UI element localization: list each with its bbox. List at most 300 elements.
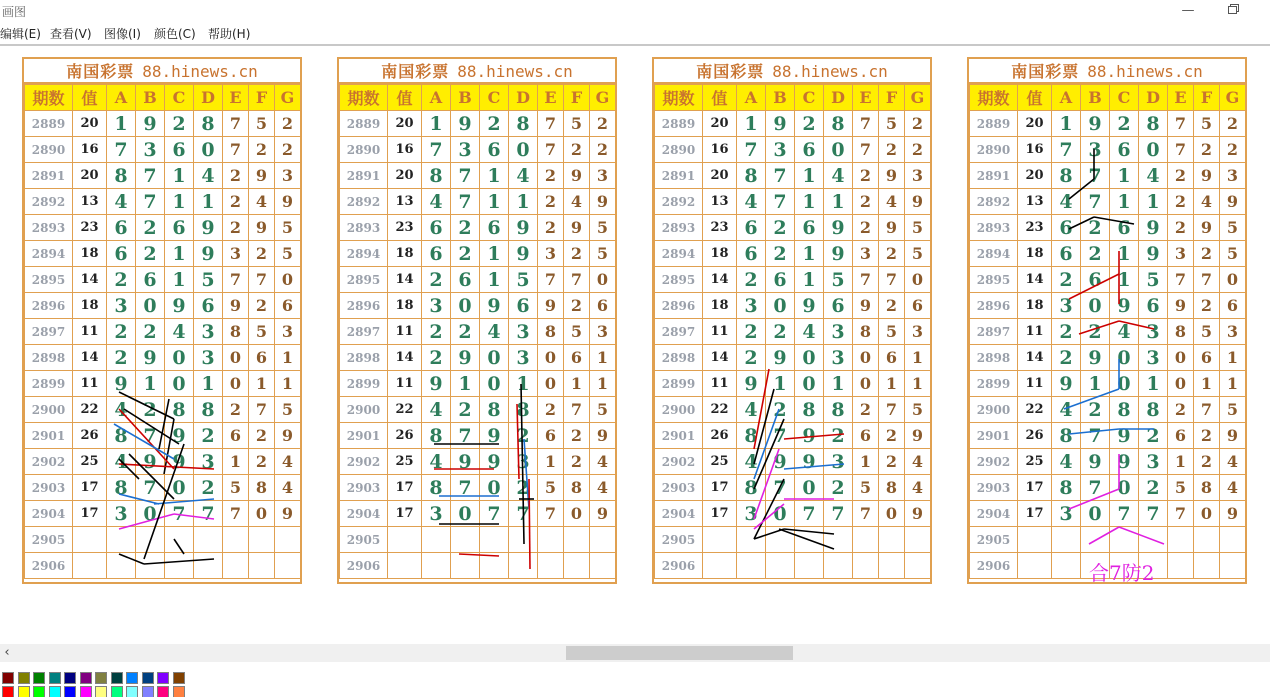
- value-cell: 20: [703, 163, 737, 189]
- digit-cell: 5: [564, 319, 590, 345]
- digit-cell: 0: [223, 371, 249, 397]
- digit-cell: 7: [564, 267, 590, 293]
- table-row: [340, 111, 616, 137]
- table-row: [655, 553, 931, 579]
- digit-cell: 2: [853, 397, 879, 423]
- digit-cell: 5: [590, 215, 616, 241]
- digit-cell: [107, 527, 136, 553]
- digit-cell: 4: [422, 189, 451, 215]
- color-swatch[interactable]: [173, 686, 185, 697]
- digit-cell: 0: [136, 501, 165, 527]
- period-cell: 2895: [25, 267, 73, 293]
- column-header: C: [480, 85, 509, 111]
- value-cell: 17: [388, 475, 422, 501]
- digit-cell: 5: [905, 397, 931, 423]
- digit-cell: 4: [1052, 397, 1081, 423]
- period-cell: 2903: [340, 475, 388, 501]
- digit-cell: [538, 527, 564, 553]
- digit-cell: 0: [766, 501, 795, 527]
- period-cell: 2898: [970, 345, 1018, 371]
- digit-cell: 9: [1139, 241, 1168, 267]
- digit-cell: 7: [107, 137, 136, 163]
- digit-cell: 3: [509, 449, 538, 475]
- digit-cell: 8: [1139, 397, 1168, 423]
- sheet-site: 88.hinews.cn: [142, 62, 258, 81]
- digit-cell: 1: [480, 163, 509, 189]
- digit-cell: 2: [879, 241, 905, 267]
- color-swatch[interactable]: [95, 686, 107, 697]
- period-cell: 2893: [25, 215, 73, 241]
- color-swatch[interactable]: [142, 672, 154, 684]
- column-header: 期数: [970, 85, 1018, 111]
- column-header: B: [136, 85, 165, 111]
- digit-cell: 2: [1220, 137, 1246, 163]
- value-cell: [1018, 527, 1052, 553]
- table-row: [970, 163, 1246, 189]
- menu-colors[interactable]: 颜色(C): [154, 27, 196, 41]
- table-row: [655, 241, 931, 267]
- color-swatch[interactable]: [18, 672, 30, 684]
- digit-cell: 3: [766, 137, 795, 163]
- digit-cell: 5: [1168, 475, 1194, 501]
- table-row: [970, 501, 1246, 527]
- period-cell: 2901: [970, 423, 1018, 449]
- scroll-thumb[interactable]: [566, 646, 793, 660]
- color-swatch[interactable]: [95, 672, 107, 684]
- digit-cell: 9: [795, 293, 824, 319]
- column-header: B: [766, 85, 795, 111]
- digit-cell: [194, 553, 223, 579]
- color-swatch[interactable]: [173, 672, 185, 684]
- digit-cell: 6: [853, 423, 879, 449]
- table-row: [655, 475, 931, 501]
- color-swatch[interactable]: [157, 672, 169, 684]
- color-swatch[interactable]: [80, 672, 92, 684]
- digit-cell: 9: [1220, 189, 1246, 215]
- color-swatch[interactable]: [157, 686, 169, 697]
- table-row: [655, 267, 931, 293]
- digit-cell: [1110, 527, 1139, 553]
- period-cell: 2896: [25, 293, 73, 319]
- digit-cell: 6: [795, 215, 824, 241]
- value-cell: 11: [388, 319, 422, 345]
- table-row: [25, 527, 301, 553]
- digit-cell: 7: [1139, 501, 1168, 527]
- digit-cell: 7: [853, 111, 879, 137]
- prediction-note: 合7防2: [1089, 561, 1155, 585]
- period-cell: 2899: [340, 371, 388, 397]
- digit-cell: [1194, 553, 1220, 579]
- value-cell: 11: [73, 319, 107, 345]
- period-cell: 2904: [340, 501, 388, 527]
- digit-cell: 2: [1139, 423, 1168, 449]
- digit-cell: 9: [136, 111, 165, 137]
- table-row: [340, 553, 616, 579]
- drawing-canvas[interactable]: [0, 44, 1270, 644]
- table-row: [970, 345, 1246, 371]
- period-cell: 2894: [970, 241, 1018, 267]
- digit-cell: 2: [451, 397, 480, 423]
- digit-cell: 7: [451, 423, 480, 449]
- column-header: G: [905, 85, 931, 111]
- digit-cell: 0: [1081, 293, 1110, 319]
- value-cell: 20: [388, 111, 422, 137]
- digit-cell: 6: [275, 293, 301, 319]
- column-header: 期数: [655, 85, 703, 111]
- restore-button[interactable]: [1212, 1, 1252, 21]
- table-row: [655, 449, 931, 475]
- digit-cell: 9: [249, 163, 275, 189]
- digit-cell: 8: [538, 319, 564, 345]
- digit-cell: 8: [107, 423, 136, 449]
- digit-cell: [795, 527, 824, 553]
- menu-help[interactable]: 帮助(H): [208, 27, 251, 41]
- digit-cell: [194, 527, 223, 553]
- digit-cell: 1: [1168, 449, 1194, 475]
- digit-cell: 9: [1052, 371, 1081, 397]
- digit-cell: 2: [564, 137, 590, 163]
- digit-cell: 9: [795, 449, 824, 475]
- value-cell: [73, 527, 107, 553]
- column-header: G: [590, 85, 616, 111]
- digit-cell: 9: [795, 423, 824, 449]
- table-row: [25, 215, 301, 241]
- digit-cell: 6: [1139, 293, 1168, 319]
- value-cell: 18: [1018, 241, 1052, 267]
- digit-cell: 2: [1081, 241, 1110, 267]
- scroll-left-icon[interactable]: ‹: [4, 645, 10, 660]
- digit-cell: 6: [165, 215, 194, 241]
- column-header: E: [1168, 85, 1194, 111]
- digit-cell: 4: [1139, 163, 1168, 189]
- digit-cell: 2: [136, 241, 165, 267]
- digit-cell: 8: [509, 397, 538, 423]
- period-cell: 2890: [970, 137, 1018, 163]
- digit-cell: 2: [1081, 215, 1110, 241]
- digit-cell: 3: [737, 501, 766, 527]
- value-cell: 17: [73, 501, 107, 527]
- table-row: [970, 527, 1246, 553]
- digit-cell: 6: [1194, 345, 1220, 371]
- digit-cell: 6: [194, 293, 223, 319]
- menu-edit[interactable]: 编辑(E): [0, 27, 41, 41]
- digit-cell: 9: [737, 371, 766, 397]
- table-row: [340, 293, 616, 319]
- value-cell: 25: [1018, 449, 1052, 475]
- digit-cell: 2: [249, 293, 275, 319]
- color-swatch[interactable]: [80, 686, 92, 697]
- period-cell: 2902: [340, 449, 388, 475]
- digit-cell: 4: [824, 163, 853, 189]
- color-swatch[interactable]: [2, 672, 14, 684]
- value-cell: 20: [73, 163, 107, 189]
- table-row: [25, 293, 301, 319]
- digit-cell: 8: [853, 319, 879, 345]
- digit-cell: 5: [1194, 111, 1220, 137]
- color-swatch[interactable]: [126, 686, 138, 697]
- digit-cell: 2: [905, 111, 931, 137]
- period-cell: 2894: [655, 241, 703, 267]
- digit-cell: 1: [737, 111, 766, 137]
- digit-cell: 7: [1168, 111, 1194, 137]
- period-cell: 2889: [655, 111, 703, 137]
- table-row: [25, 423, 301, 449]
- digit-cell: 2: [824, 423, 853, 449]
- digit-cell: 7: [1168, 137, 1194, 163]
- digit-cell: 7: [879, 267, 905, 293]
- column-header: 值: [703, 85, 737, 111]
- digit-cell: 2: [1052, 319, 1081, 345]
- value-cell: 14: [388, 267, 422, 293]
- digit-cell: 0: [136, 293, 165, 319]
- color-swatch[interactable]: [33, 686, 45, 697]
- period-cell: 2896: [970, 293, 1018, 319]
- digit-cell: 0: [1168, 345, 1194, 371]
- value-cell: 13: [388, 189, 422, 215]
- table-row: [340, 397, 616, 423]
- value-cell: 16: [1018, 137, 1052, 163]
- digit-cell: 2: [1220, 111, 1246, 137]
- color-swatch[interactable]: [142, 686, 154, 697]
- digit-cell: 2: [766, 319, 795, 345]
- column-header: 值: [73, 85, 107, 111]
- digit-cell: 7: [249, 397, 275, 423]
- minimize-button[interactable]: [1168, 1, 1208, 21]
- digit-cell: 4: [905, 475, 931, 501]
- digit-cell: 5: [905, 215, 931, 241]
- digit-cell: 7: [564, 397, 590, 423]
- table-row: [340, 371, 616, 397]
- color-swatch[interactable]: [64, 686, 76, 697]
- value-cell: 25: [388, 449, 422, 475]
- color-swatch[interactable]: [49, 672, 61, 684]
- digit-cell: [766, 527, 795, 553]
- digit-cell: 9: [275, 423, 301, 449]
- digit-cell: 9: [905, 423, 931, 449]
- column-header: C: [795, 85, 824, 111]
- digit-cell: 7: [538, 267, 564, 293]
- digit-cell: 8: [1139, 111, 1168, 137]
- table-row: [25, 449, 301, 475]
- digit-cell: 1: [165, 241, 194, 267]
- column-header: G: [1220, 85, 1246, 111]
- digit-cell: 9: [194, 241, 223, 267]
- table-row: [25, 137, 301, 163]
- digit-cell: 7: [853, 501, 879, 527]
- value-cell: 16: [388, 137, 422, 163]
- value-cell: [703, 553, 737, 579]
- digit-cell: 2: [275, 111, 301, 137]
- column-header: F: [249, 85, 275, 111]
- digit-cell: 9: [879, 163, 905, 189]
- digit-cell: 2: [1194, 293, 1220, 319]
- color-swatch[interactable]: [33, 672, 45, 684]
- period-cell: 2898: [655, 345, 703, 371]
- value-cell: 26: [388, 423, 422, 449]
- digit-cell: 5: [1194, 319, 1220, 345]
- sheet-brand: 南国彩票: [381, 62, 450, 81]
- digit-cell: 1: [795, 189, 824, 215]
- digit-cell: 8: [1052, 475, 1081, 501]
- color-swatch[interactable]: [2, 686, 14, 697]
- digit-cell: 7: [165, 501, 194, 527]
- digit-cell: 9: [766, 345, 795, 371]
- digit-cell: 7: [853, 267, 879, 293]
- digit-cell: 8: [480, 397, 509, 423]
- table-row: [25, 241, 301, 267]
- digit-cell: [275, 527, 301, 553]
- digit-cell: 2: [766, 241, 795, 267]
- table-row: [970, 241, 1246, 267]
- column-header: C: [1110, 85, 1139, 111]
- digit-cell: 5: [509, 267, 538, 293]
- period-cell: 2891: [25, 163, 73, 189]
- color-swatch[interactable]: [18, 686, 30, 697]
- digit-cell: 9: [1139, 215, 1168, 241]
- digit-cell: 9: [107, 371, 136, 397]
- digit-cell: 1: [1110, 267, 1139, 293]
- digit-cell: 0: [1139, 137, 1168, 163]
- digit-cell: 7: [1081, 163, 1110, 189]
- digit-cell: 8: [165, 397, 194, 423]
- color-swatch[interactable]: [126, 672, 138, 684]
- digit-cell: 0: [766, 293, 795, 319]
- menu-bar: [0, 22, 1270, 42]
- period-cell: 2894: [340, 241, 388, 267]
- digit-cell: 3: [1220, 319, 1246, 345]
- digit-cell: 7: [1168, 501, 1194, 527]
- digit-cell: 9: [1220, 501, 1246, 527]
- period-cell: 2900: [655, 397, 703, 423]
- digit-cell: 9: [905, 501, 931, 527]
- results-table: [969, 84, 1246, 579]
- digit-cell: [590, 553, 616, 579]
- digit-cell: [136, 553, 165, 579]
- digit-cell: 7: [1052, 137, 1081, 163]
- digit-cell: 2: [451, 215, 480, 241]
- period-cell: 2905: [340, 527, 388, 553]
- table-row: [970, 189, 1246, 215]
- value-cell: 26: [73, 423, 107, 449]
- digit-cell: 2: [136, 319, 165, 345]
- digit-cell: 7: [136, 423, 165, 449]
- digit-cell: 3: [509, 345, 538, 371]
- digit-cell: 0: [1194, 501, 1220, 527]
- restore-icon: [1228, 6, 1237, 14]
- period-cell: 2901: [655, 423, 703, 449]
- horizontal-scrollbar[interactable]: [0, 644, 1270, 662]
- digit-cell: 6: [879, 345, 905, 371]
- digit-cell: 3: [509, 319, 538, 345]
- digit-cell: 1: [905, 371, 931, 397]
- digit-cell: 0: [853, 345, 879, 371]
- digit-cell: 1: [1220, 371, 1246, 397]
- table-row: [25, 371, 301, 397]
- digit-cell: 0: [1110, 371, 1139, 397]
- menu-image[interactable]: 图像(I): [104, 27, 141, 41]
- color-swatch[interactable]: [49, 686, 61, 697]
- color-swatch[interactable]: [64, 672, 76, 684]
- period-cell: 2897: [25, 319, 73, 345]
- results-table: [654, 84, 931, 579]
- digit-cell: 0: [1110, 345, 1139, 371]
- digit-cell: 9: [509, 241, 538, 267]
- digit-cell: 1: [538, 449, 564, 475]
- sheet-brand: 南国彩票: [696, 62, 765, 81]
- period-cell: 2893: [340, 215, 388, 241]
- digit-cell: 1: [194, 189, 223, 215]
- digit-cell: 8: [223, 319, 249, 345]
- digit-cell: 4: [1194, 189, 1220, 215]
- period-cell: 2891: [655, 163, 703, 189]
- digit-cell: 7: [853, 137, 879, 163]
- period-cell: 2900: [340, 397, 388, 423]
- digit-cell: 2: [194, 475, 223, 501]
- menu-view[interactable]: 查看(V): [50, 27, 92, 41]
- lottery-sheet-4: [967, 57, 1247, 584]
- digit-cell: 8: [795, 397, 824, 423]
- digit-cell: 7: [824, 501, 853, 527]
- digit-cell: 9: [824, 241, 853, 267]
- period-cell: 2900: [970, 397, 1018, 423]
- digit-cell: 0: [165, 345, 194, 371]
- value-cell: 20: [73, 111, 107, 137]
- color-swatch[interactable]: [111, 672, 123, 684]
- value-cell: 11: [1018, 319, 1052, 345]
- value-cell: 13: [73, 189, 107, 215]
- period-cell: 2894: [25, 241, 73, 267]
- digit-cell: 5: [564, 111, 590, 137]
- column-header: E: [223, 85, 249, 111]
- sheet-title: [24, 59, 300, 84]
- digit-cell: 9: [766, 449, 795, 475]
- table-row: [655, 371, 931, 397]
- digit-cell: 1: [194, 371, 223, 397]
- digit-cell: 0: [1081, 501, 1110, 527]
- digit-cell: 7: [1110, 501, 1139, 527]
- digit-cell: 5: [853, 475, 879, 501]
- digit-cell: 1: [223, 449, 249, 475]
- digit-cell: 1: [275, 345, 301, 371]
- digit-cell: [737, 527, 766, 553]
- digit-cell: 7: [136, 189, 165, 215]
- digit-cell: 9: [1081, 345, 1110, 371]
- digit-cell: 9: [480, 293, 509, 319]
- digit-cell: [249, 553, 275, 579]
- digit-cell: 2: [223, 163, 249, 189]
- value-cell: 22: [388, 397, 422, 423]
- digit-cell: 1: [853, 449, 879, 475]
- digit-cell: 1: [795, 267, 824, 293]
- digit-cell: 2: [1168, 215, 1194, 241]
- digit-cell: 7: [766, 189, 795, 215]
- digit-cell: [1139, 527, 1168, 553]
- column-header: 值: [388, 85, 422, 111]
- column-header: D: [194, 85, 223, 111]
- table-row: [340, 267, 616, 293]
- digit-cell: 0: [165, 371, 194, 397]
- column-header: F: [879, 85, 905, 111]
- color-swatch[interactable]: [111, 686, 123, 697]
- digit-cell: 8: [1052, 163, 1081, 189]
- column-header: A: [107, 85, 136, 111]
- digit-cell: 4: [422, 449, 451, 475]
- digit-cell: 2: [509, 423, 538, 449]
- digit-cell: 2: [766, 397, 795, 423]
- period-cell: 2902: [970, 449, 1018, 475]
- digit-cell: 8: [737, 163, 766, 189]
- table-row: [25, 553, 301, 579]
